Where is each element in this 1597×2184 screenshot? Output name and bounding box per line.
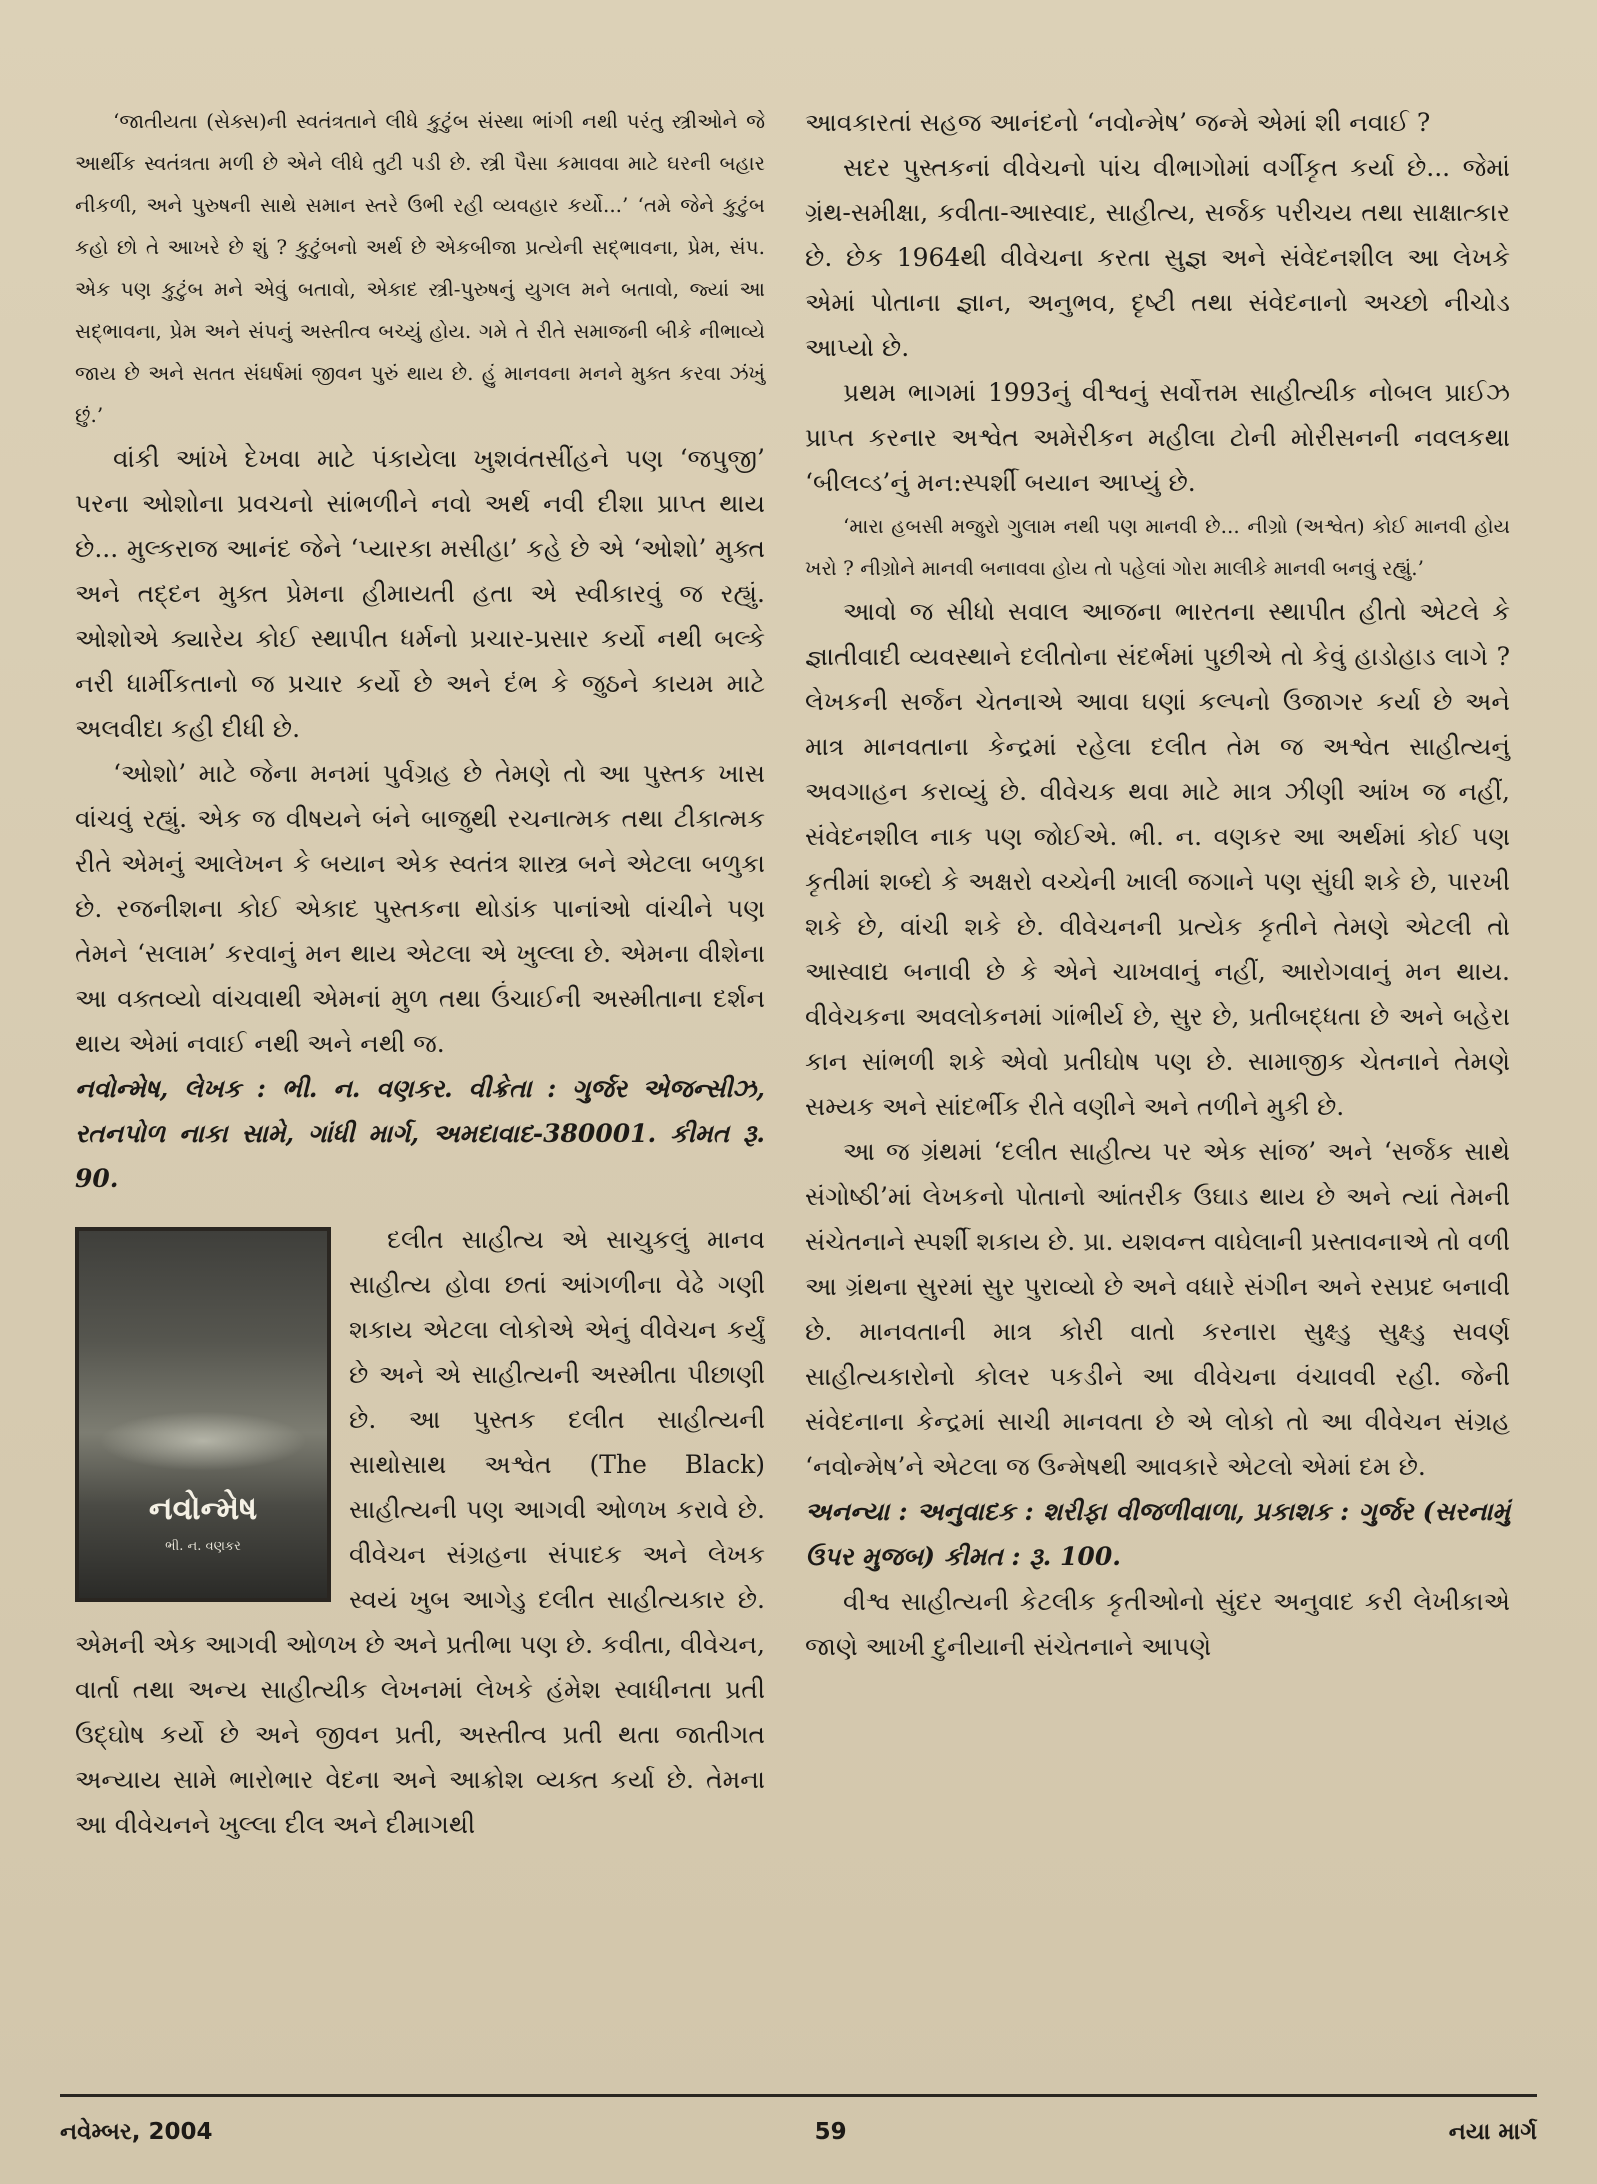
book-title: નવોન્મેષ, — [75, 1074, 169, 1103]
review-block — [75, 1217, 765, 1847]
issue-date: નવેમ્બર, 2004 — [60, 2119, 213, 2145]
paragraph: વાંકી આંખે દેખવા માટે પંકાયેલા ખુશવંતસીંહને પણ ‘જપુજી’ પરના ઓશોના પ્રવચનો સાંભળીને નવો અર્થ નવી દીશા પ્રાપ્ત થાય છે... મુલ્કરાજ આનંદ જેને ‘પ્યારકા મસીહા’ કહે છે એ ‘ઓશો’ મુક્ત અને તદ્દન મુક્ત પ્રેમના હીમાયતી હતા એ સ્વીકારવું જ રહ્યું. ઓશોએ ક્યારેય કોઈ સ્થાપીત ધર્મનો પ્રચાર-પ્રસાર કર્યો નથી બલ્કે નરી ધાર્મીકતાનો જ પ્રચાર કર્યો છે અને દંભ કે જુઠને કાયમ માટે અલવીદા કહી દીધી છે. — [75, 444, 765, 743]
paragraph: ‘ઓશો’ માટે જેના મનમાં પુર્વગ્રહ છે તેમણે તો આ પુસ્તક ખાસ વાંચવું રહ્યું. એક જ વીષયને બંને બાજુથી રચનાત્મક તથા ટીકાત્મક રીતે એમનું આલેખન કે બયાન એક સ્વતંત્ર શાસ્ત્ર બને એટલા બળુકા છે. રજનીશના કોઈ એકાદ પુસ્તકના થોડાંક પાનાંઓ વાંચીને પણ તેમને ‘સલામ’ કરવાનું મન થાય એટલા એ ખુલ્લા છે. એમના વીશેના આ વક્તવ્યો વાંચવાથી એમનાં મુળ તથા ઉંચાઈની અસ્મીતાના દર્શન થાય એમાં નવાઈ નથી અને નથી જ. — [75, 759, 765, 1058]
book-citation — [75, 1066, 765, 1201]
paragraph: આ જ ગ્રંથમાં ‘દલીત સાહીત્ય પર એક સાંજ’ અને ‘સર્જક સાથે સંગોષ્ઠી’માં લેખકનો પોતાનો આંતરીક ઉઘાડ થાય છે અને ત્યાં તેમની સંચેતનાને સ્પર્શી શકાય છે. પ્રા. યશવન્ત વાઘેલાની પ્રસ્તાવનાએ તો વળી આ ગ્રંથના સુરમાં સુર પુરાવ્યો છે અને વધારે સંગીન અને રસપ્રદ બનાવી છે. માનવતાની માત્ર કોરી વાતો કરનારા સુક્ષ્ડુ સુક્ષ્ડુ સવર્ણ સાહીત્યકારોનો કોલર પકડીને આ વીવેચના વંચાવવી રહી. જેની સંવેદનાના કેન્દ્રમાં સાચી માનવતા છે એ લોકો તો આ વીવેચન સંગ્રહ ‘નવોન્મેષ’ને એટલા જ ઉન્મેષથી આવકારે એટલો એમાં દમ છે. — [805, 1137, 1510, 1481]
paragraph: દલીત સાહીત્ય એ સાચુકલું માનવ સાહીત્ય હોવા છતાં આંગળીના વેઢે ગણી શકાય એટલા લોકોએ એનું વીવેચન કર્યું છે અને એ સાહીત્યની અસ્મીતા પીછાણી છે. આ પુસ્તક દલીત સાહીત્યની સાથોસાથ અશ્વેત (The Black) સાહીત્યની પણ આગવી ઓળખ કરાવે છે. વીવેચન સંગ્રહના સંપાદક અને લેખક સ્વયં ખુબ આગેડુ દલીત સાહીત્યકાર છે. એમની એક આગવી ઓળખ છે અને પ્રતીભા પણ છે. કવીતા, વીવેચન, વાર્તા તથા અન્ય સાહીત્યીક લેખનમાં લેખકે હંમેશ સ્વાધીનતા પ્રતી ઉદ્‌ઘોષ કર્યો છે અને જીવન પ્રતી, અસ્તીત્વ પ્રતી થતા જાતીગત અન્યાય સામે ભારોભાર વેદના અને આક્રોશ વ્યક્ત કર્યા છે. તેમના આ વીવેચનને ખુલ્લા દીલ અને દીમાગથી — [75, 1225, 765, 1839]
book-cover-image — [75, 1227, 331, 1602]
paragraph: વીશ્વ સાહીત્યની કેટલીક કૃતીઓનો સુંદર અનુવાદ કરી લેખીકાએ જાણે આખી દુનીયાની સંચેતનાને આપણે — [805, 1587, 1510, 1661]
book-details: અનુવાદક : શરીફા વીજળીવાળા, પ્રકાશક : ગુર્જર (સરનામું ઉપર મુજબ) કીમત : રૂ. 100. — [805, 1497, 1511, 1571]
paragraph: પ્રથમ ભાગમાં 1993નું વીશ્વનું સર્વોત્તમ સાહીત્યીક નોબલ પ્રાઈઝ પ્રાપ્ત કરનાર અશ્વેત અમેરીકન મહીલા ટોની મોરીસનની નવલકથા ‘બીલવ્ડ’નું મન:સ્પર્શી બયાન આપ્યું છે. — [805, 378, 1510, 497]
osho-quote: ‘જાતીયતા (સેક્સ)ની સ્વતંત્રતાને લીધે કુટુંબ સંસ્થા ભાંગી નથી પરંતુ સ્ત્રીઓને જે આર્થીક સ્વતંત્રતા મળી છે એને લીધે તુટી પડી છે. સ્ત્રી પૈસા કમાવવા માટે ઘરની બહાર નીકળી, અને પુરુષની સાથે સમાન સ્તરે ઉભી રહી વ્યવહાર કર્યો...’ ‘તમે જેને કુટુંબ કહો છો તે આખરે છે શું ? કુટુંબનો અર્થ છે એકબીજા પ્રત્યેની સદ્‌ભાવના, પ્રેમ, સંપ. એક પણ કુટુંબ મને એવું બતાવો, એકાદ સ્ત્રી-પુરુષનું યુગલ મને બતાવો, જ્યાં આ સદ્‌ભાવના, પ્રેમ અને સંપનું અસ્તીત્વ બચ્યું હોય. ગમે તે રીતે સમાજની બીકે નીભાવ્યે જાય છે અને સતત સંઘર્ષમાં જીવન પુરું થાય છે. હું માનવના મનને મુક્ત કરવા ઝંખું છું.’ — [75, 109, 765, 427]
page-number: 59 — [814, 2119, 847, 2145]
cover-title: નવોન્મેષ — [148, 1489, 258, 1527]
magazine-name: નયા માર્ગ — [1448, 2119, 1537, 2145]
beloved-quote: ‘મારા હબસી મજુરો ગુલામ નથી પણ માનવી છે... નીગ્રો (અશ્વેત) કોઈ માનવી હોય ખરો ? નીગ્રોને માનવી બનાવવા હોય તો પહેલાં ગોરા માલીકે માનવી બનવું રહ્યું.’ — [805, 514, 1510, 580]
book-title: અનન્યા : — [805, 1497, 908, 1526]
cover-author: ભી. ન. વણકર — [165, 1539, 241, 1554]
book-citation — [805, 1489, 1510, 1579]
right-column — [805, 100, 1510, 1669]
book-details: લેખક : ભી. ન. વણકર. વીક્રેતા : ગુર્જર એજન્સીઝ, રતનપોળ નાકા સામે, ગાંધી માર્ગ, અમદાવાદ-380001. કીમત રૂ. 90. — [75, 1074, 765, 1193]
page-footer — [60, 2094, 1537, 2145]
paragraph: આવકારતાં સહજ આનંદનો ‘નવોન્મેષ’ જન્મે એમાં શી નવાઈ ? — [805, 108, 1431, 137]
left-column — [75, 100, 765, 1847]
paragraph: સદર પુસ્તકનાં વીવેચનો પાંચ વીભાગોમાં વર્ગીકૃત કર્યા છે... જેમાં ગ્રંથ-સમીક્ષા, કવીતા-આસ્વાદ, સાહીત્ય, સર્જક પરીચય તથા સાક્ષાત્કાર છે. છેક 1964થી વીવેચના કરતા સુજ્ઞ અને સંવેદનશીલ આ લેખકે એમાં પોતાના જ્ઞાન, અનુભવ, દૃષ્ટી તથા સંવેદનાનો અચ્છો નીચોડ આપ્યો છે. — [805, 153, 1510, 362]
paragraph: આવો જ સીધો સવાલ આજના ભારતના સ્થાપીત હીતો એટલે કે જ્ઞાતીવાદી વ્યવસ્થાને દલીતોના સંદર્ભમાં પુછીએ તો કેવું હાડોહાડ લાગે ? લેખકની સર્જન ચેતનાએ આવા ઘણાં કલ્પનો ઉજાગર કર્યા છે અને માત્ર માનવતાના કેન્દ્રમાં રહેલા દલીત તેમ જ અશ્વેત સાહીત્યનું અવગાહન કરાવ્યું છે. વીવેચક થવા માટે માત્ર ઝીણી આંખ જ નહીં, સંવેદનશીલ નાક પણ જોઈએ. ભી. ન. વણકર આ અર્થમાં કોઈ પણ કૃતીમાં શબ્દો કે અક્ષરો વચ્ચેની ખાલી જગાને પણ સુંઘી શકે છે, પારખી શકે છે, વાંચી શકે છે. વીવેચનની પ્રત્યેક કૃતીને તેમણે એટલી તો આસ્વાદ્ય બનાવી છે કે એને ચાખવાનું નહીં, આરોગવાનું મન થાય. વીવેચકના અવલોકનમાં ગાંભીર્ય છે, સુર છે, પ્રતીબદ્ધતા છે અને બહેરા કાન સાંભળી શકે એવો પ્રતીઘોષ પણ છે. સામાજીક ચેતનાને તેમણે સમ્યક અને સાંદર્ભીક રીતે વણીને અને તળીને મુકી છે. — [805, 597, 1510, 1121]
